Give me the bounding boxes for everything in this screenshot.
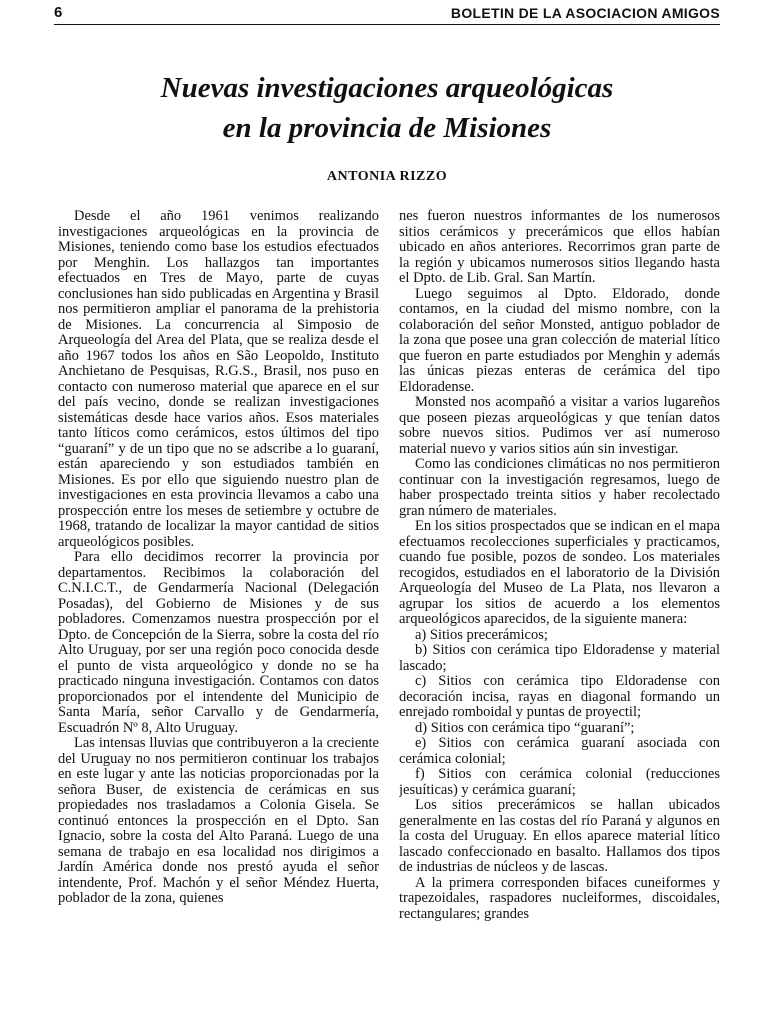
article-title (54, 68, 720, 148)
paragraph: A la primera corresponden bifaces cuneiformes y trapezoidales, raspadores nucleiformes, discoidales, rectangulares; grandes (399, 874, 720, 922)
paragraph: Los sitios precerámicos se hallan ubicados generalmente en las costas del río Paraná y algunos en la costa del Uruguay. En ellos aparece material lítico lascado confeccionado en basalto. Hallamos dos tipos de industrias de núcleos y de lascas. (399, 797, 720, 875)
left-column (58, 209, 379, 1009)
article-author: ANTONIA RIZZO (326, 169, 448, 184)
list-item: e) Sitios con cerámica guaraní asociada con cerámica colonial; (399, 735, 720, 767)
article-title-line-1: Nuevas investigaciones arqueológicas (160, 72, 614, 104)
paragraph: Luego seguimos al Dpto. Eldorado, donde contamos, en la ciudad del mismo nombre, con la colaboración del señor Monsted, antiguo poblador de la zona que posee una gran colección de material lítico que fueron en parte estudiados por Menghin y además las únicas piezas enteras de cerámica del tipo Eldoradense. (399, 285, 720, 395)
paragraph: Para ello decidimos recorrer la provincia por departamentos. Recibimos la colaboración del C.N.I.C.T., de Gendarmería Nacional (Delegación Posadas), del Gobierno de Misiones y de sus pobladores. Comenzamos nuestra prospección por el Dpto. de Concepción de la Sierra, sobre la costa del río Alto Uruguay, por ser una región poco conocida desde el punto de vista arqueológico y donde no se ha practicado ninguna investigación. Contamos con datos proporcionados por el intendente del Municipio de Santa María, señor Carvallo y de Gendarmería, Escuadrón Nº 8, Alto Uruguay. (58, 549, 379, 736)
paragraph: nes fueron nuestros informantes de los numerosos sitios cerámicos y precerámicos que ellos habían ubicado en años anteriores. Recorrimos gran parte de la región y ubicamos numerosos sitios llegando hasta el Dpto. de Lib. Gral. San Martín. (399, 209, 720, 286)
list-item: d) Sitios con cerámica tipo “guaraní”; (415, 719, 635, 736)
article-title-line-2: en la provincia de Misiones (222, 112, 552, 144)
paragraph: En los sitios prospectados que se indican en el mapa efectuamos recolecciones superficiales y practicamos, cuando fue posible, pozos de sondeo. Los materiales recogidos, estudiados en el laboratorio de la División Arqueología del Museo de La Plata, nos llevaron a agrupar los sitios de acuerdo a los elementos arqueológicos aparecidos, de la siguiente manera: (399, 518, 720, 627)
list-item: f) Sitios con cerámica colonial (reducciones jesuíticas) y cerámica guaraní; (399, 766, 720, 798)
list-item: b) Sitios con cerámica tipo Eldoradense y material lascado; (399, 642, 720, 674)
page-header (54, 4, 720, 25)
paragraph: Desde el año 1961 venimos realizando investigaciones arqueológicas en la provincia de Misiones, teniendo como base los estudios efectuados por Menghin. Los hallazgos tan importantes efectuados en Tres de Mayo, parte de cuyas conclusiones han sido publicadas en Argentina y Brasil nos permitieron ampliar el panorama de la prehistoria de Misiones. La concurrencia al Simposio de Arqueología del Area del Plata, que se realiza desde el año 1967 todos los años en São Leopoldo, Instituto Anchietano de Pesquisas, R.G.S., Brasil, nos puso en contacto con numeroso material que aparece en el sur del país vecino, donde se realizan investigaciones sistemáticas desde hace varios años. Esos materiales tanto líticos como cerámicos, estos últimos del tipo “guaraní” y de un tipo que no se adscribe a lo guaraní, están apareciendo y son estudiados también en Misiones. Es por ello que siguiendo nuestro plan de investigaciones en esta provincia llevamos a cabo una prospección entre los meses de setiembre y octubre de 1968, tratando de localizar la mayor cantidad de sitios arqueológicos posibles. (58, 209, 379, 550)
list-item: a) Sitios precerámicos; (415, 626, 548, 643)
paragraph: Como las condiciones climáticas no nos permitieron continuar con la investigación regresamos, luego de haber prospectado treinta sitios y haber recolectado gran número de materiales. (399, 456, 720, 519)
running-head: BOLETIN DE LA ASOCIACION AMIGOS (450, 5, 720, 21)
right-column (399, 209, 720, 1009)
paragraph: Monsted nos acompañó a visitar a varios lugareños que poseen piezas arqueológicas y que tenían datos sobre nuevos sitios. Pudimos ver así numeroso material nuevo y varios sitios aún sin investigar. (399, 394, 720, 457)
list-item: c) Sitios con cerámica tipo Eldoradense con decoración incisa, rayas en diagonal formando un enrejado romboidal y puntas de proyectil; (399, 673, 720, 720)
page-number: 6 (54, 4, 63, 21)
paragraph: Las intensas lluvias que contribuyeron a la creciente del Uruguay no nos permitieron continuar los trabajos en este lugar y ante las noticias proporcionadas por la señora Buser, de existencia de cerámicas en sus propiedades nos trasladamos a Colonia Gisela. Se continuó entonces la prospección en el Dpto. San Ignacio, sobre la costa del Alto Paraná. Luego de una semana de trabajo en esa localidad nos dirigimos a Jardín América donde nos prestó ayuda el señor intendente, Prof. Machón y el señor Méndez Huerta, poblador de la zona, quienes (58, 735, 379, 906)
